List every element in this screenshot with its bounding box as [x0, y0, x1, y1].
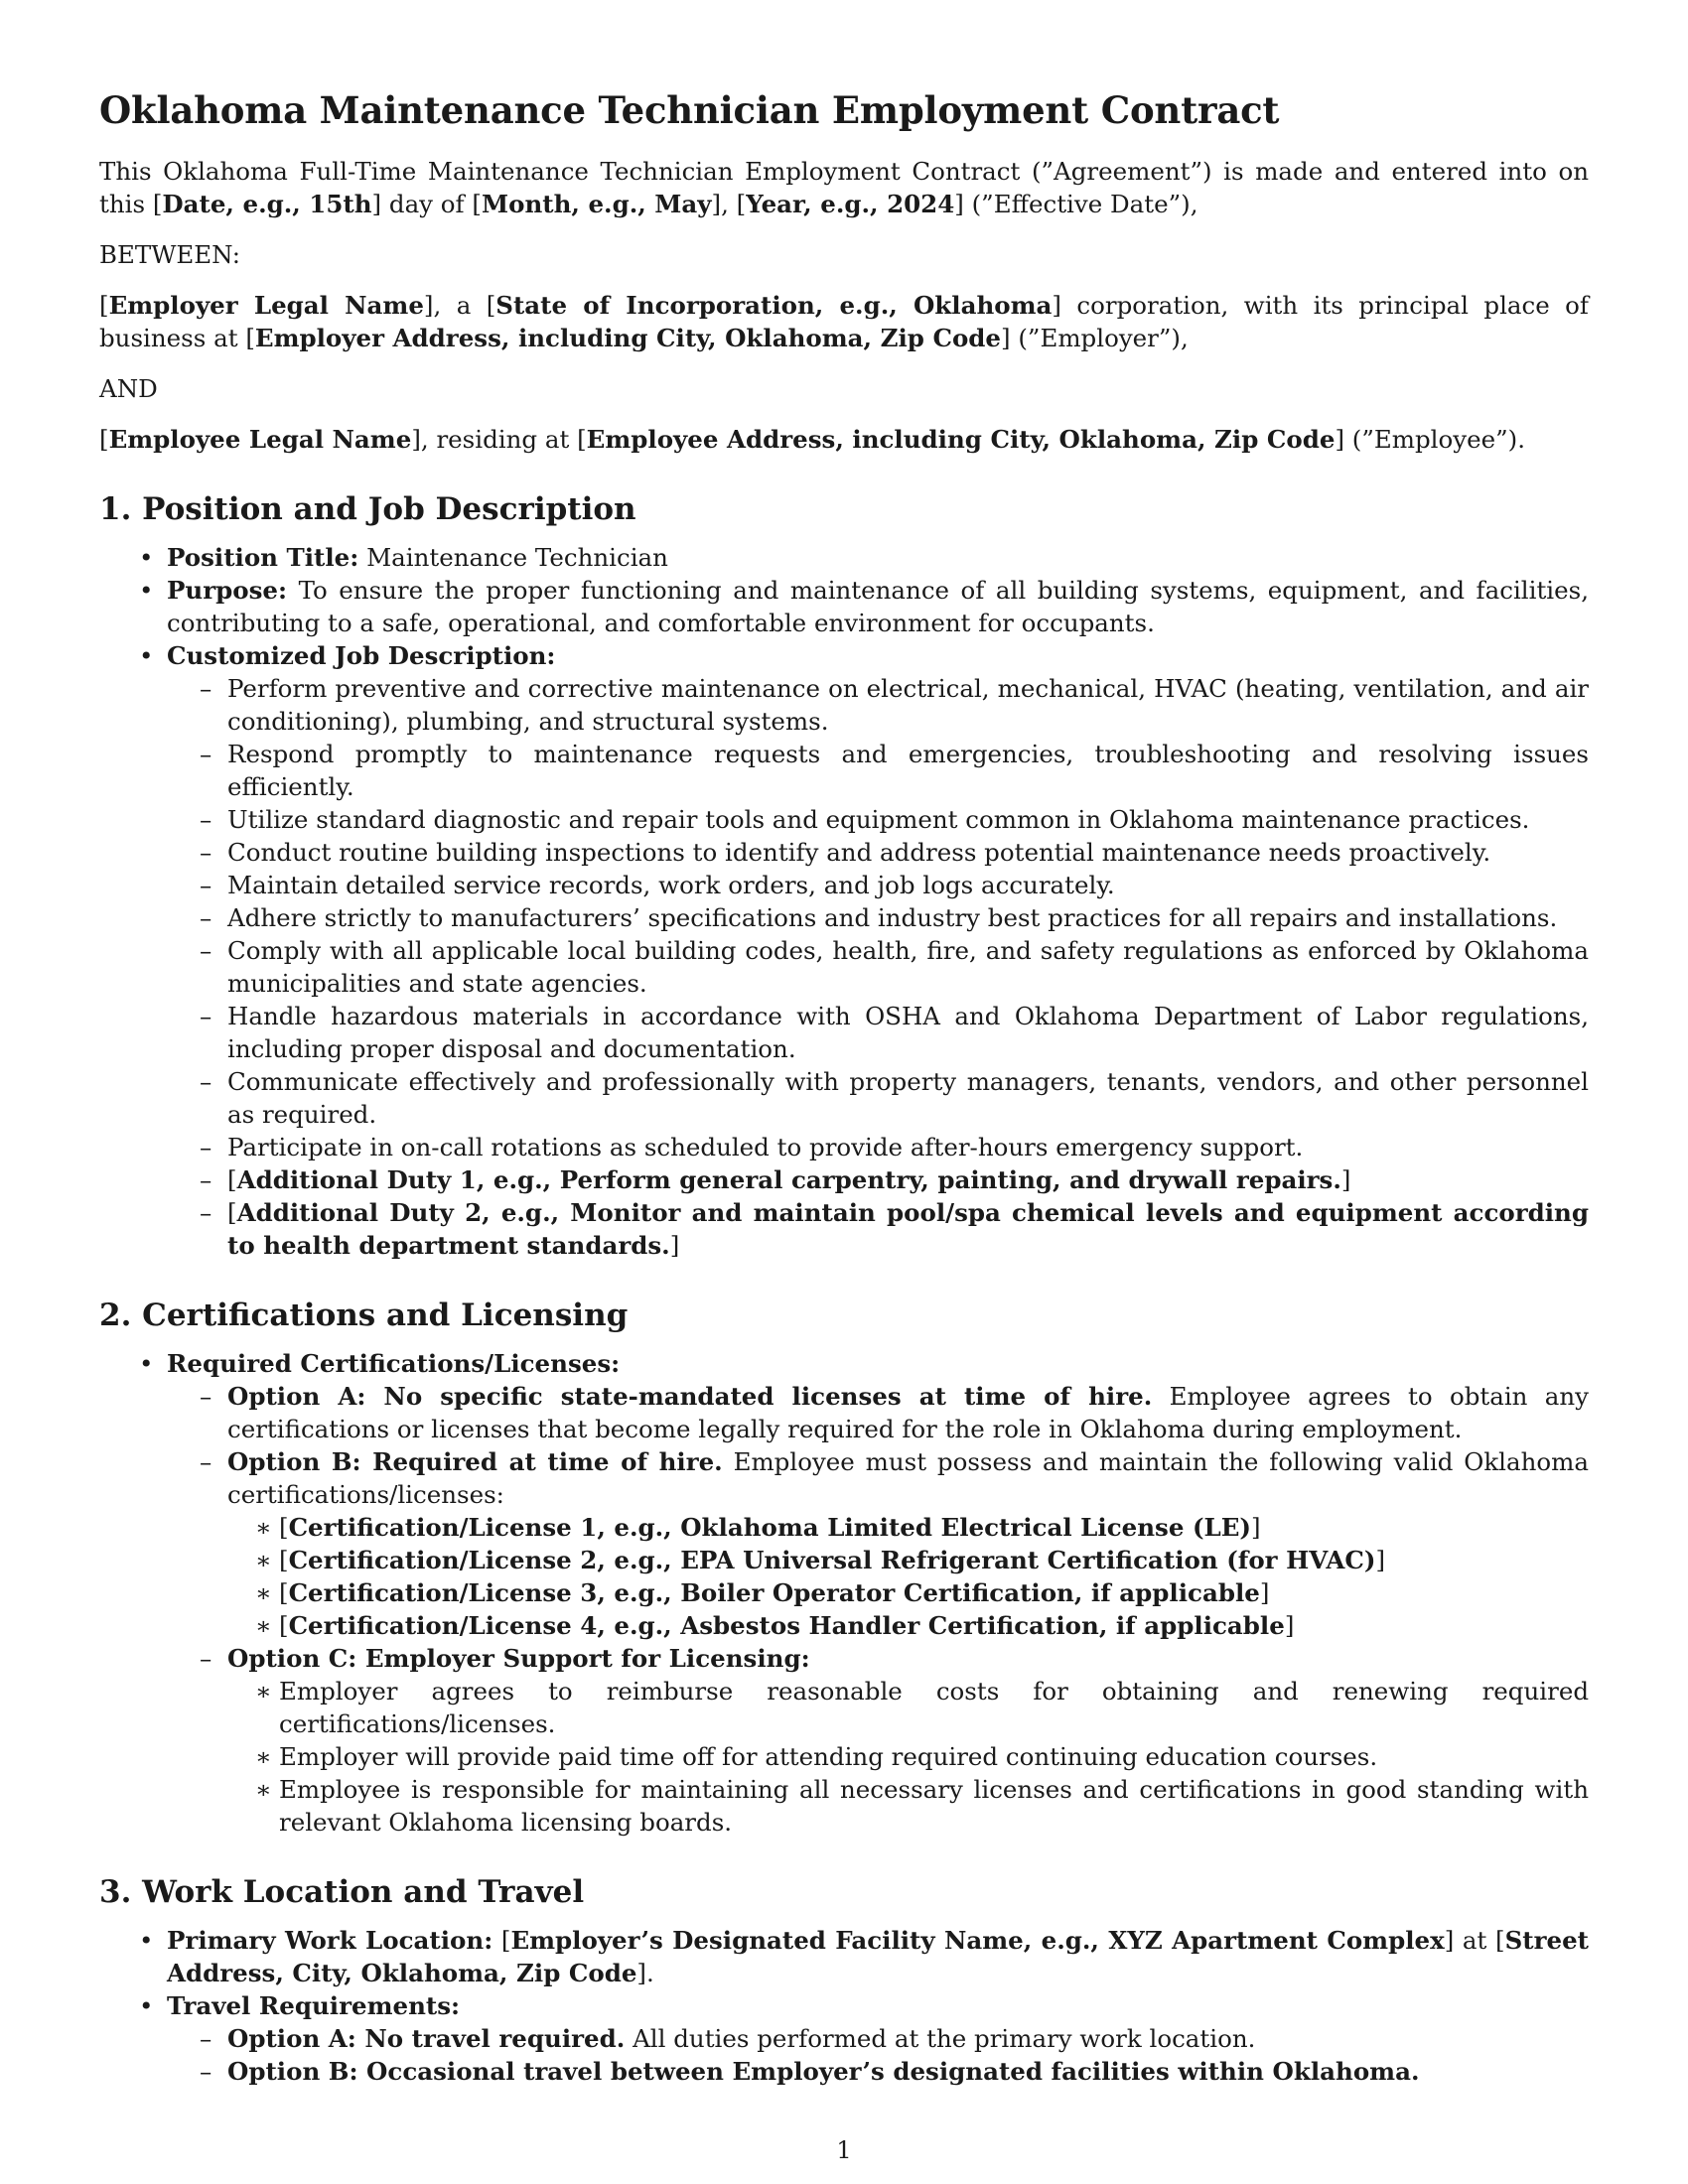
intro-text: ] (”Effective Date”),: [954, 190, 1198, 218]
employee-name-placeholder: Employee Legal Name: [108, 425, 412, 454]
travel-option-a-text: All duties performed at the primary work location.: [625, 2024, 1256, 2053]
employer-text: ], a [: [423, 291, 496, 320]
position-title-value: Maintenance Technician: [358, 543, 668, 572]
location-list: [99, 1924, 1589, 2088]
duty-item: – [Additional Duty 1, e.g., Perform general carpentry, painting, and drywall repairs.]: [167, 1163, 1589, 1196]
travel-option-b-label: Option B: Occasional travel between Employer’s designated facilities within Oklahoma.: [227, 2057, 1420, 2086]
duty-item: – [Additional Duty 2, e.g., Monitor and maintain pool/spa chemical levels and equipment according to health department standards.]: [167, 1196, 1589, 1262]
street-placeholder: Street Address, City, Oklahoma, Zip Code: [167, 1926, 1589, 1987]
duties-list: [167, 672, 1589, 1262]
primary-location-text: ] at [: [1444, 1926, 1505, 1955]
travel-option-a-label: Option A: No travel required.: [227, 2024, 626, 2053]
option-b-label: Option B: Required at time of hire.: [227, 1447, 723, 1476]
year-placeholder: Year, e.g., 2024: [746, 190, 955, 218]
section-heading-location: 3. Work Location and Travel: [99, 1874, 585, 1910]
travel-options-list: [167, 2022, 1589, 2088]
section-heading-certifications: 2. Certifications and Licensing: [99, 1297, 629, 1333]
document-title: Oklahoma Maintenance Technician Employment Contract: [99, 88, 1280, 132]
position-title-label: Position Title:: [167, 543, 359, 572]
duty-item: – Utilize standard diagnostic and repair tools and equipment common in Oklahoma maintenance practices.: [167, 803, 1589, 836]
support-item: ∗ Employer will provide paid time off for attending required continuing education courses.: [227, 1740, 1589, 1773]
employee-text: [: [99, 425, 109, 454]
cert-item: ∗ [Certification/License 4, e.g., Asbestos Handler Certification, if applicable]: [227, 1609, 1589, 1642]
option-a-label: Option A: No specific state-mandated licenses at time of hire.: [227, 1382, 1153, 1411]
cert-item: ∗ [Certification/License 2, e.g., EPA Universal Refrigerant Certification (for HVAC)]: [227, 1544, 1589, 1576]
intro-paragraph: [99, 155, 1589, 220]
section-heading-position: 1. Position and Job Description: [99, 491, 636, 527]
duty-item: – Respond promptly to maintenance requests and emergencies, troubleshooting and resolving issues efficiently.: [167, 738, 1589, 803]
employer-text: ] corporation, with its principal place of business at [: [99, 291, 1589, 352]
position-list: [99, 541, 1589, 1262]
cert-placeholder: Certification/License 2, e.g., EPA Universal Refrigerant Certification (for HVAC): [288, 1546, 1376, 1574]
state-placeholder: State of Incorporation, e.g., Oklahoma: [495, 291, 1053, 320]
list-item: [99, 541, 1589, 574]
list-item: [99, 1989, 1589, 2088]
employee-text: ], residing at [: [411, 425, 587, 454]
page-number: 1: [836, 2136, 852, 2164]
employee-text: ] (”Employee”).: [1335, 425, 1525, 454]
duty-item: – Handle hazardous materials in accordance with OSHA and Oklahoma Department of Labor regulations, including proper disposal and documentation.: [167, 1000, 1589, 1065]
certifications-list: [99, 1347, 1589, 1839]
travel-option-a: [167, 2022, 1589, 2055]
duty-item: – Comply with all applicable local building codes, health, fire, and safety regulations as enforced by Oklahoma municipalities and state agencies.: [167, 934, 1589, 1000]
facility-placeholder: Employer’s Designated Facility Name, e.g., XYZ Apartment Complex: [510, 1926, 1445, 1955]
between-label: BETWEEN:: [99, 240, 240, 269]
option-a-text: Employee agrees to obtain any certifications or licenses that become legally required for the role in Oklahoma during employment.: [227, 1382, 1589, 1443]
cert-placeholder: Certification/License 4, e.g., Asbestos Handler Certification, if applicable: [288, 1611, 1285, 1640]
cert-list: [227, 1511, 1589, 1642]
document-page: [99, 87, 1589, 2088]
option-c-item: [167, 1642, 1589, 1839]
employee-paragraph: [99, 423, 1589, 456]
purpose-value: To ensure the proper functioning and maintenance of all building systems, equipment, and facilities, contributing to a safe, operational, and comfortable environment for occupants.: [167, 576, 1589, 637]
and-label: AND: [99, 374, 158, 403]
employer-paragraph: [99, 289, 1589, 354]
custom-description-label: Customized Job Description:: [167, 641, 556, 670]
required-certs-label: Required Certifications/Licenses:: [167, 1349, 621, 1378]
cert-item: ∗ [Certification/License 3, e.g., Boiler Operator Certification, if applicable]: [227, 1576, 1589, 1609]
option-b-text: Employee must possess and maintain the following valid Oklahoma certifications/licenses:: [227, 1447, 1589, 1509]
cert-item: ∗ [Certification/License 1, e.g., Oklahoma Limited Electrical License (LE)]: [227, 1511, 1589, 1544]
purpose-label: Purpose:: [167, 576, 288, 605]
support-item: ∗ Employee is responsible for maintaining all necessary licenses and certifications in good standing with relevant Oklahoma licensing boards.: [227, 1773, 1589, 1839]
additional-duty-1: Additional Duty 1, e.g., Perform general carpentry, painting, and drywall repairs.: [236, 1165, 1341, 1194]
duty-item: – Maintain detailed service records, work orders, and job logs accurately.: [167, 869, 1589, 901]
list-item: [99, 639, 1589, 1262]
duty-item: – Conduct routine building inspections to identify and address potential maintenance needs proactively.: [167, 836, 1589, 869]
cert-options-list: [167, 1380, 1589, 1839]
cert-placeholder: Certification/License 1, e.g., Oklahoma Limited Electrical License (LE): [288, 1513, 1252, 1542]
list-item: [99, 1924, 1589, 1989]
primary-location-label: Primary Work Location:: [167, 1926, 493, 1955]
date-placeholder: Date, e.g., 15th: [162, 190, 372, 218]
option-a-item: [167, 1380, 1589, 1445]
list-item: [99, 574, 1589, 639]
list-item: [99, 1347, 1589, 1839]
option-c-label: Option C: Employer Support for Licensing:: [227, 1644, 810, 1673]
employer-text: [: [99, 291, 109, 320]
duty-item: – Communicate effectively and professionally with property managers, tenants, vendors, and other personnel as required.: [167, 1065, 1589, 1131]
employer-name-placeholder: Employer Legal Name: [108, 291, 424, 320]
intro-text: ], [: [711, 190, 747, 218]
employer-address-placeholder: Employer Address, including City, Oklahoma, Zip Code: [254, 324, 1002, 352]
travel-option-b: [167, 2055, 1589, 2088]
employer-text: ] (”Employer”),: [1001, 324, 1189, 352]
intro-text: This Oklahoma Full-Time Maintenance Technician Employment Contract (”Agreement”) is made and entered into on this [: [99, 157, 1589, 218]
duty-item: – Perform preventive and corrective maintenance on electrical, mechanical, HVAC (heating, ventilation, and air conditioning), plumbing, and structural systems.: [167, 672, 1589, 738]
employee-address-placeholder: Employee Address, including City, Oklahoma, Zip Code: [586, 425, 1336, 454]
primary-location-text: ].: [636, 1959, 654, 1987]
option-b-item: [167, 1445, 1589, 1642]
duty-item: – Adhere strictly to manufacturers’ specifications and industry best practices for all repairs and installations.: [167, 901, 1589, 934]
intro-text: ] day of [: [371, 190, 482, 218]
additional-duty-2: Additional Duty 2, e.g., Monitor and maintain pool/spa chemical levels and equipment according to health department standards.: [227, 1198, 1589, 1260]
duty-item: – Participate in on-call rotations as scheduled to provide after-hours emergency support.: [167, 1131, 1589, 1163]
month-placeholder: Month, e.g., May: [481, 190, 712, 218]
travel-label: Travel Requirements:: [167, 1991, 461, 2020]
cert-placeholder: Certification/License 3, e.g., Boiler Operator Certification, if applicable: [288, 1578, 1260, 1607]
primary-location-text: [: [492, 1926, 511, 1955]
employer-support-list: [227, 1675, 1589, 1839]
support-item: ∗ Employer agrees to reimburse reasonable costs for obtaining and renewing required certifications/licenses.: [227, 1675, 1589, 1740]
